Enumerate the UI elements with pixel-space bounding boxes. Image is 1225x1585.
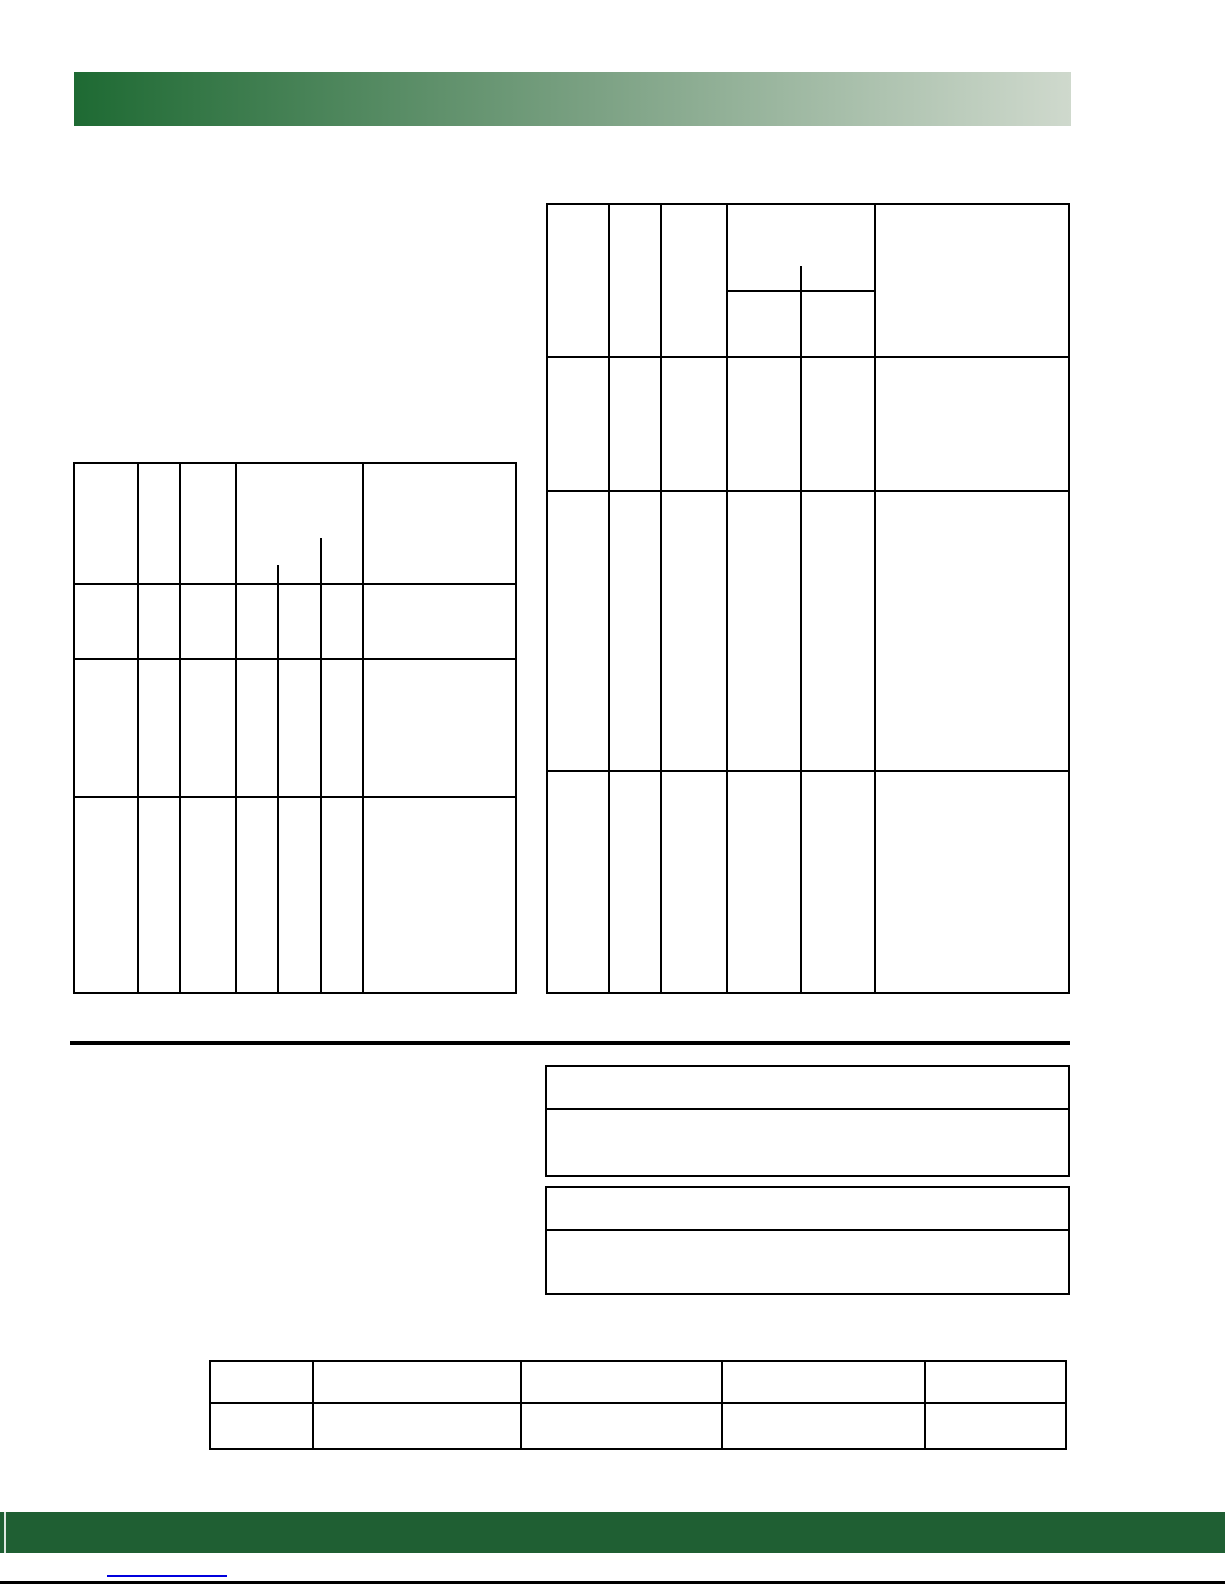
- table-grid-line: [75, 583, 515, 585]
- table-grid-line: [179, 464, 181, 992]
- table-grid-line: [548, 490, 1068, 492]
- footer-bar: [0, 1512, 1225, 1553]
- table-grid-line: [520, 1362, 522, 1448]
- table-grid-line: [548, 356, 1068, 358]
- table-grid-line: [320, 538, 322, 992]
- table-grid-line: [660, 205, 662, 992]
- table-grid-line: [548, 770, 1068, 772]
- table-grid-line: [75, 796, 515, 798]
- footer-link-underline[interactable]: [107, 1575, 227, 1577]
- left-table: [73, 462, 517, 994]
- table-grid-line: [277, 565, 279, 992]
- footer-bar-notch: [4, 1512, 6, 1553]
- right-table: [546, 203, 1070, 994]
- table-grid-line: [211, 1402, 1065, 1404]
- table-grid-line: [726, 290, 874, 292]
- table-grid-line: [137, 464, 139, 992]
- page-bottom-edge-line: [0, 1581, 1225, 1584]
- table-grid-line: [608, 205, 610, 992]
- table-grid-line: [547, 1108, 1068, 1110]
- table-grid-line: [800, 266, 802, 992]
- table-grid-line: [874, 205, 876, 992]
- footer-table: [209, 1360, 1067, 1450]
- table-grid-line: [547, 1229, 1068, 1231]
- note-box-1: [545, 1065, 1070, 1177]
- table-grid-line: [235, 464, 237, 992]
- table-grid-line: [726, 205, 728, 992]
- table-grid-line: [362, 464, 364, 992]
- note-box-2: [545, 1186, 1070, 1295]
- table-grid-line: [312, 1362, 314, 1448]
- table-grid-line: [75, 658, 515, 660]
- section-divider-rule: [70, 1041, 1070, 1045]
- table-grid-line: [721, 1362, 723, 1448]
- table-grid-line: [924, 1362, 926, 1448]
- title-banner: [74, 72, 1071, 126]
